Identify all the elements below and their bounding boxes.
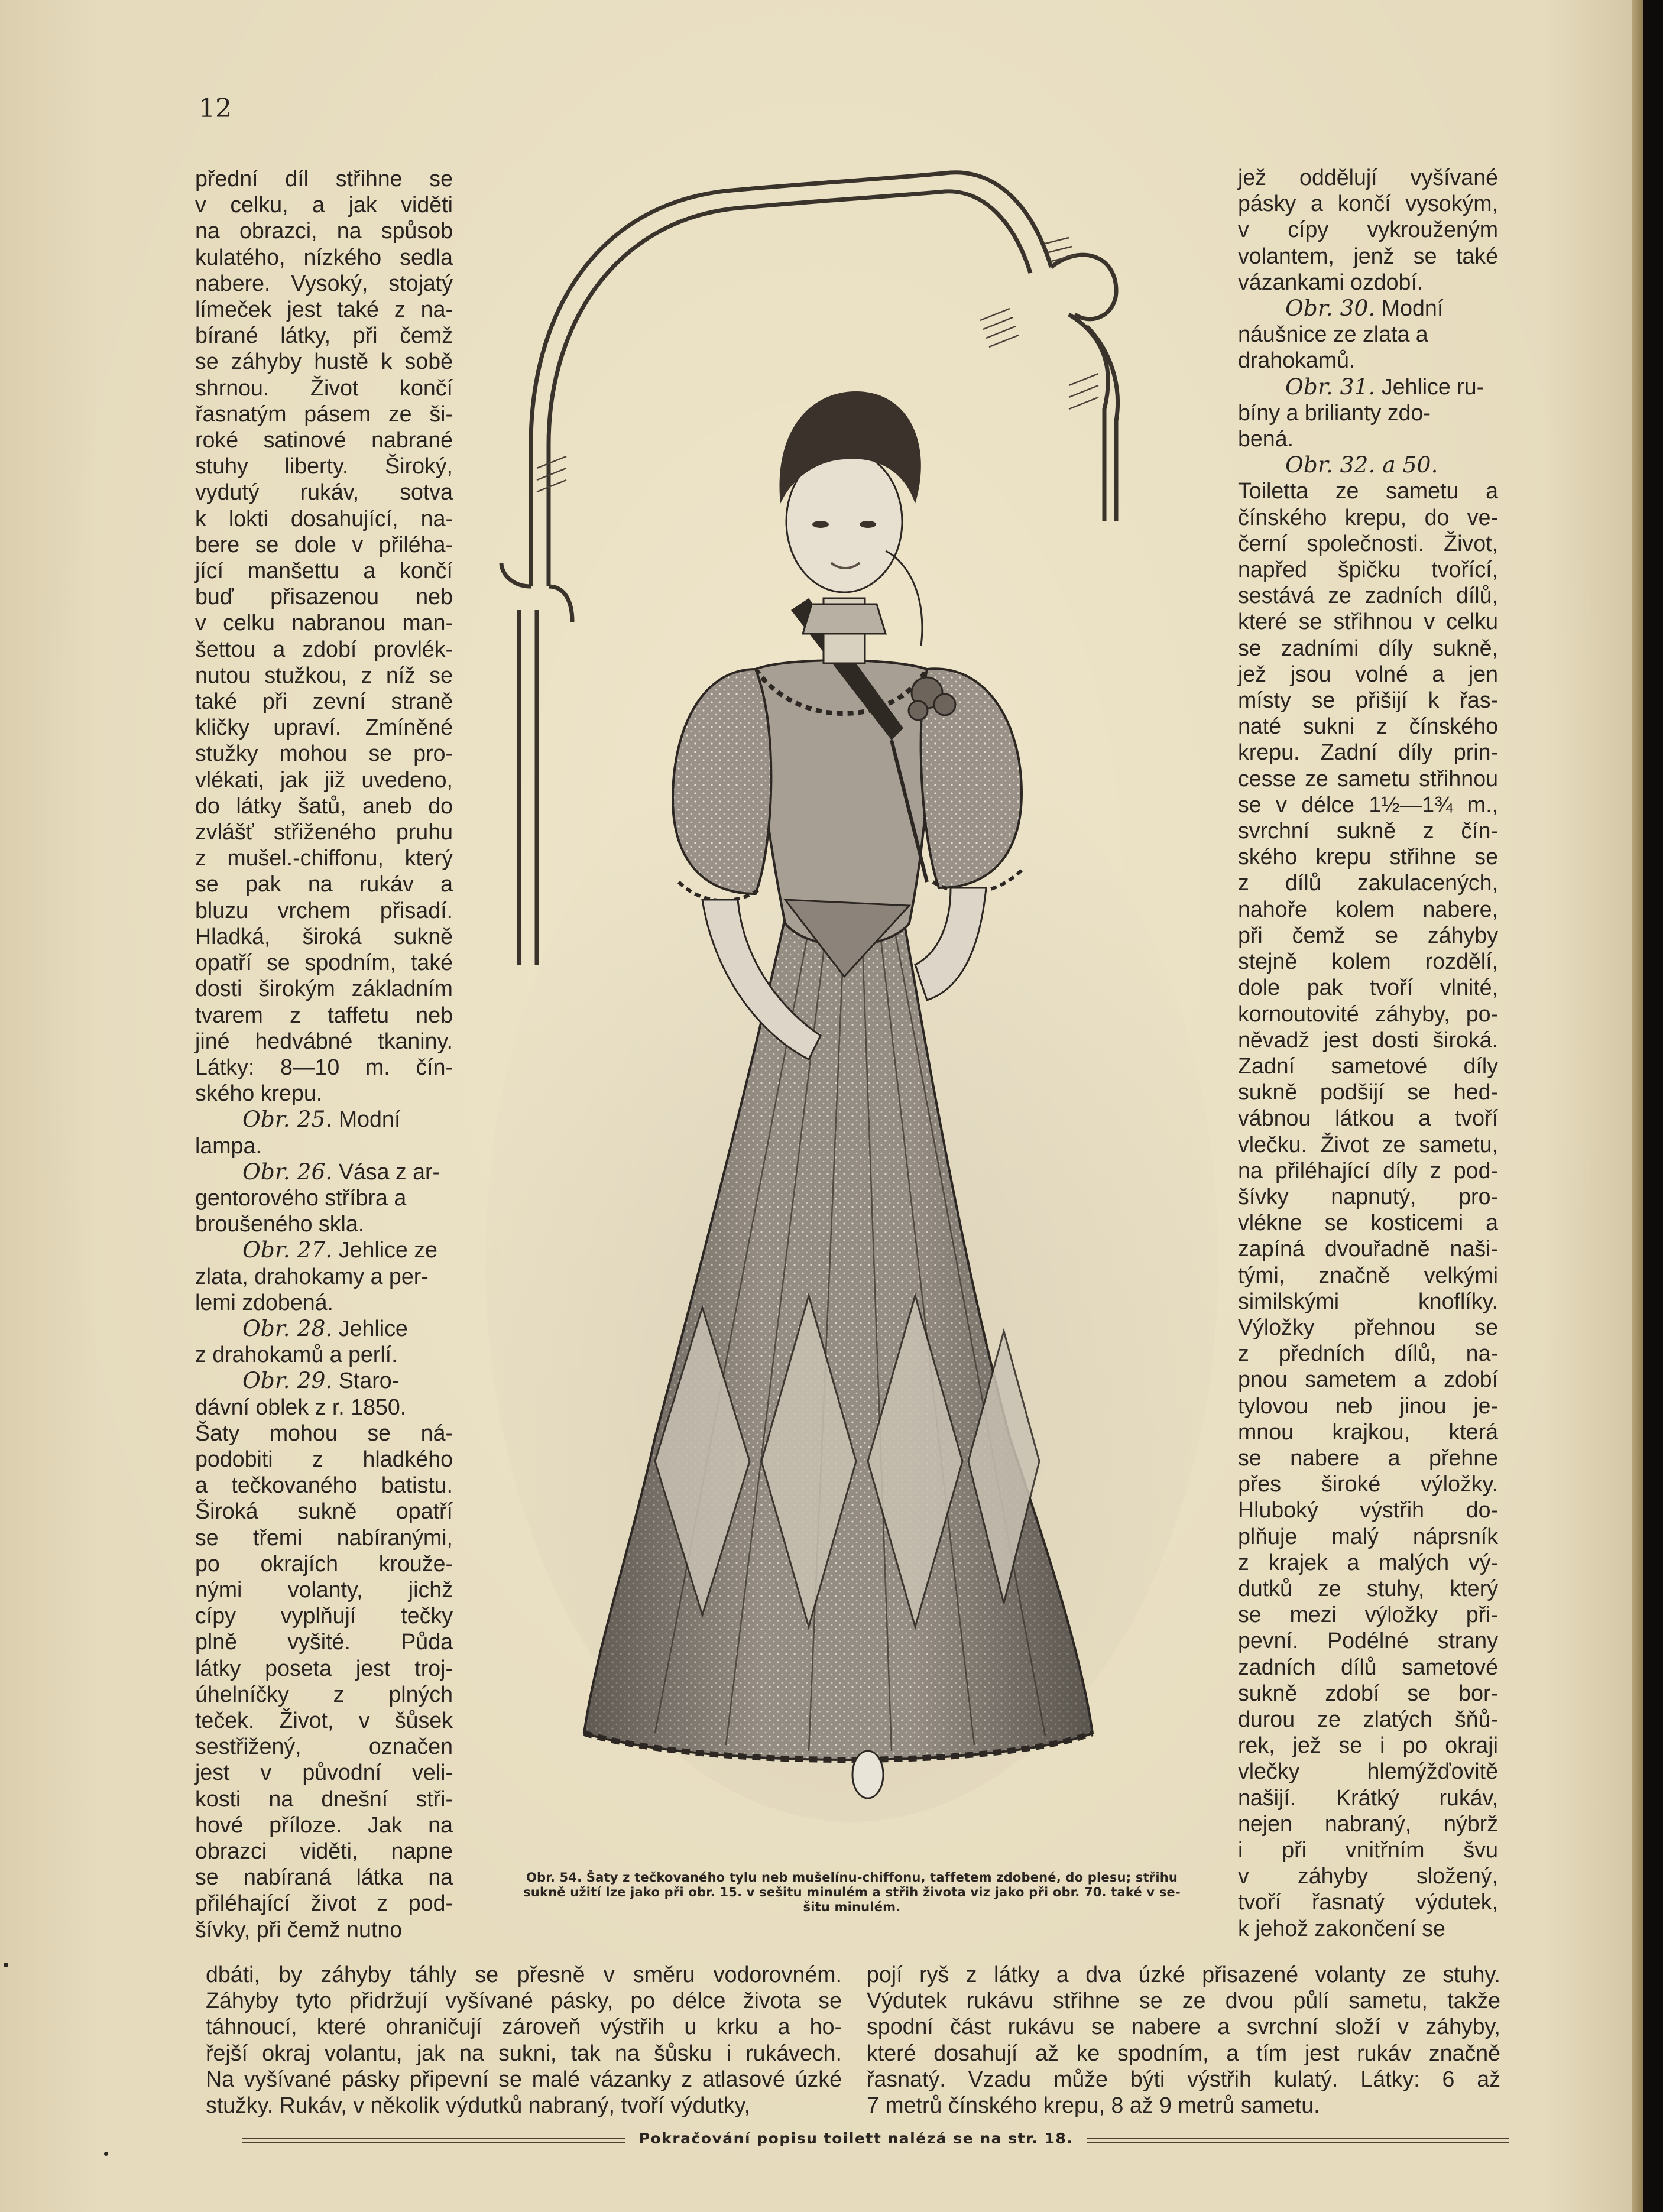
figure-ref-text: Staro- [338,1368,400,1393]
figure-ref-line [1238,452,1498,478]
figure-ref-label: Obr. 26. [242,1158,333,1185]
text-line: na přiléhající díly z pod- [1238,1157,1498,1183]
text-line: se nabíraná látka na [195,1864,453,1890]
text-line: z dílů zakulacených, [1238,870,1498,896]
text-line: hové příloze. Jak na [195,1812,453,1837]
figure-ref-text: Vása z ar- [338,1159,440,1184]
text-line: naté sukni z čínského [1238,713,1498,739]
text-line: Výdutek rukávu střihne se ze dvou půlí sametu, takže [867,1988,1500,2013]
text-line: úhelníčky z plných [195,1681,453,1707]
text-line: čínského krepu, do ve- [1238,504,1498,530]
text-line: shrnou. Život končí [195,375,453,400]
text-line: sukně zdobí se bor- [1238,1680,1498,1705]
text-line: durou ze zlatých šňů- [1238,1706,1498,1731]
text-line: pnou sametem a zdobí [1238,1367,1498,1392]
text-line: místy se přišijí k řas- [1238,687,1498,713]
figure-ref-text: drahokamů. [1238,348,1356,373]
text-line: plně vyšité. Půda [195,1629,453,1655]
text-line: podobiti z hladkého [195,1446,453,1471]
text-line: přední díl střihne se [195,166,453,191]
figure-ref-text: bíny a brilianty zdo- [1238,400,1431,425]
text-line: nutou stužkou, z níž se [195,662,453,687]
text-line: kulatého, nízkého sedla [195,244,453,270]
text-line: se mezi výložky při- [1238,1602,1498,1627]
text-line: Toiletta ze sametu a [1238,478,1498,504]
figure-ref-line [195,1367,453,1393]
text-line: se třemi nabíranými, [195,1525,453,1550]
figure-ref-text: Jehlice ze [338,1237,437,1263]
right-column-top [1238,164,1498,295]
text-line: také při zevní straně [195,689,453,714]
text-line: řejší okraj volantu, jak na sukni, tak na šůsku i rukávech. [206,2040,842,2065]
text-line: do látky šatů, aneb do [195,793,453,818]
text-line: a tečkovaného batistu. [195,1472,453,1498]
text-line: z mušel.-chiffonu, který [195,845,453,871]
text-line: stejně kolem rozdělí, [1238,949,1498,974]
figure-ref-text: bená. [1238,426,1294,452]
text-line: tylovou neb jinou je- [1238,1393,1498,1418]
right-column-figure-refs [1238,295,1498,478]
right-column-body [1238,478,1498,1941]
figure-ref-text: Jehlice [338,1315,408,1341]
figure-ref-label: Obr. 27. [242,1237,333,1263]
text-line: obrazci viděti, napne [195,1838,453,1863]
text-line: Na vyšívané pásky připevní se malé vázanky z atlasové úzké [206,2066,842,2091]
text-line: z předních dílů, na- [1238,1341,1498,1366]
text-line: opatří se spodním, také [195,950,453,975]
text-line: stuhy liberty. Široký, [195,453,453,479]
text-line: ského krepu střihne se [1238,844,1498,870]
text-line: Šaty mohou se ná- [195,1420,453,1445]
caption-line: Obr. 54. Šaty z tečkovaného tylu neb mušelínu-chiffonu, taffetem zdobené, do plesu; střihu [526,1870,1178,1885]
text-line: tvoří řasnatý výdutek, [1238,1889,1498,1915]
figure-caption [479,1870,1225,1915]
text-line: pásky a končí vysokým, [1238,191,1498,216]
figure-ref-label: Obr. 32. a 50. [1285,452,1438,478]
text-line: dole pak tvoří vlnité, [1238,975,1498,1000]
text-line: jiné hedvábné tkaniny. [195,1028,453,1053]
figure-ref-line [195,1159,453,1185]
text-line: Výložky přehnou se [1238,1314,1498,1339]
text-line: vydutý rukáv, sotva [195,479,453,505]
footer-rule-right [1087,2138,1509,2143]
text-line: k jehož zakončení se [1238,1915,1445,1941]
text-line: límeček jest také z na- [195,297,453,322]
text-line: jest v původní veli- [195,1760,453,1785]
text-line: bere se dole v přiléha- [195,531,453,557]
right-text-column [1238,164,1498,1941]
text-line: šívky napnutý, pro- [1238,1183,1498,1209]
text-line: tými, značně velkými [1238,1262,1498,1287]
text-line: nými volanty, jichž [195,1577,453,1602]
text-line: zapíná dvouřadně naši- [1238,1236,1498,1261]
text-line: nahoře kolem nabere, [1238,896,1498,922]
text-line: krepu. Zadní díly prin- [1238,740,1498,765]
figure-ref-label: Obr. 28. [242,1315,333,1341]
text-line: spodní část rukávu se nabere a svrchní složí v záhyby, [867,2014,1500,2039]
text-line: se záhyby hustě k sobě [195,349,453,374]
left-column-body [195,166,453,1106]
text-line: něvadž jest dosti široká. [1238,1027,1498,1052]
text-line: vlečku. Život ze sametu, [1238,1131,1498,1157]
figure-ref-text: lampa. [195,1133,262,1158]
text-line: dutků ze stuhy, který [1238,1575,1498,1601]
text-line: v záhyby složený, [1238,1863,1498,1889]
figure-ref-line [1238,374,1498,400]
text-line: stužky mohou se pro- [195,741,453,766]
text-line: Hladká, široká sukně [195,923,453,949]
bottom-left-text [206,1961,842,2118]
text-line: svrchní sukně z čín- [1238,818,1498,844]
text-line: řasnatý. Vzadu může býti výstřih kulatý. Látky: 6 až [867,2066,1500,2091]
text-line: přiléhající život z pod- [195,1890,453,1916]
text-line: se v délce 1½—1¾ m., [1238,792,1498,817]
text-line: které se střihnou v celku [1238,609,1498,634]
text-line: volantem, jenž se také [1238,243,1498,268]
text-line: zadních dílů sametové [1238,1654,1498,1679]
figure-ref-label: Obr. 31. [1285,373,1376,400]
text-line: Hluboký výstřih do- [1238,1497,1498,1523]
text-line: Záhyby tyto přidržují vyšívané pásky, po délce života se [206,1988,842,2013]
caption-line: sukně užití lze jako při obr. 15. v sešitu minulém a střih života viz jako při obr. 70. také v se- [523,1885,1181,1899]
text-line: které dosahují až ke spodním, a tím jest rukáv značně [867,2040,1500,2065]
paper-speck [104,2152,108,2156]
text-line: Látky: 8—10 m. čín- [195,1054,453,1079]
text-line: vábnou látkou a tvoří [1238,1105,1498,1131]
text-line: roké satinové nabrané [195,427,453,453]
text-line: látky poseta jest troj- [195,1655,453,1681]
text-line: 7 metrů čínského krepu, 8 až 9 metrů sametu. [867,2093,1320,2118]
text-line: mnou krajkou, která [1238,1419,1498,1444]
text-line: po okrajích krouže- [195,1551,453,1576]
text-line: plňuje malý náprsník [1238,1523,1498,1549]
footer-note: Pokračování popisu toilett nalézá se na str. 18. [638,2130,1074,2147]
text-line: nejen nabraný, nýbrž [1238,1811,1498,1836]
text-line: vlékati, jak již uvedeno, [195,767,453,792]
text-line: ského krepu. [195,1081,323,1106]
text-line: bluzu vrchem přisadí. [195,897,453,923]
text-line: černí společnosti. Život, [1238,530,1498,556]
text-line: k lokti dosahující, na- [195,505,453,531]
figure-ref-text: dávní oblek z r. 1850. [195,1394,407,1419]
text-line: sestává ze zadních dílů, [1238,583,1498,608]
text-line: vázankami ozdobí. [1238,269,1424,294]
text-line: vlečky hlemýžďovitě [1238,1759,1498,1784]
figure-ref-label: Obr. 25. [242,1106,333,1133]
text-line: nabere. Vysoký, stojatý [195,270,453,296]
text-line: přes široké výložky. [1238,1471,1498,1497]
text-line: Široká sukně opatří [195,1499,453,1524]
footer [242,2127,1509,2151]
text-line: cesse ze sametu střihnou [1238,766,1498,791]
figure-ref-text: zlata, drahokamy a per- [195,1263,429,1289]
page-edge [1632,0,1643,2212]
text-line: jež oddělují vyšívané [1238,165,1498,190]
figure-ref-text: lemi zdobená. [195,1289,333,1315]
text-line: kosti na dnešní stři- [195,1786,453,1811]
text-line: stužky. Rukáv, v několik výdutků nabraný, tvoří výdutky, [206,2093,751,2118]
text-line: kornoutovité záhyby, po- [1238,1001,1498,1026]
text-line: pevní. Podélné strany [1238,1628,1498,1653]
text-line: napřed špičku tvořící, [1238,557,1498,582]
text-line: rek, jež se i po okraji [1238,1733,1498,1758]
text-line: v celku, a jak viděti [195,192,453,218]
figure-ref-line [195,1237,453,1263]
text-line: vlékne se kosticemi a [1238,1210,1498,1235]
text-line: se nabere a přehne [1238,1445,1498,1470]
figure-ref-text: Jehlice ru- [1381,374,1484,399]
dress-illustration [478,137,1226,1911]
text-line: similskými knoflíky. [1238,1288,1498,1313]
text-line: v celku nabranou man- [195,610,453,635]
paper-speck [4,1963,8,1967]
page-number: 12 [199,93,232,124]
left-column-continuation [195,1420,453,1942]
text-line: se zadními díly sukně, [1238,635,1498,660]
text-line: dosti širokým základním [195,976,453,1001]
bottom-right-text [867,1961,1500,2118]
text-line: při čemž se záhyby [1238,922,1498,948]
text-line: na obrazci, na spůsob [195,218,453,244]
text-line: bírané látky, při čemž [195,323,453,348]
caption-line: šitu minulém. [803,1900,901,1914]
figure-ref-text: gentorového stříbra a [195,1185,407,1210]
figure-ref-line [195,1106,453,1132]
text-line: tvarem z taffetu neb [195,1002,453,1027]
footer-rule-left [242,2138,625,2143]
text-line: táhnoucí, které ohraničují zároveň výstřih u krku a ho- [206,2014,842,2039]
text-line: teček. Život, v šůsek [195,1707,453,1733]
text-line: se pak na rukáv a [195,871,453,897]
figure-ref-line [195,1315,453,1341]
text-line: sukně podšijí se hed- [1238,1079,1498,1105]
text-line: z krajek a malých vý- [1238,1549,1498,1575]
text-line: jící manšettu a končí [195,558,453,583]
text-line: v cípy vykrouženým [1238,217,1498,242]
text-line: Zadní sametové díly [1238,1053,1498,1078]
text-line: buď přisazenou neb [195,584,453,609]
text-line: šívky, při čemž nutno [195,1916,403,1942]
figure-ref-line [1238,295,1498,321]
text-line: sestřižený, označen [195,1734,453,1759]
figure-ref-text: Modní [1381,296,1444,321]
text-line: i při vnitřním švu [1238,1837,1498,1862]
figure-ref-text: náušnice ze zlata a [1238,322,1428,347]
figure-ref-text: z drahokamů a perlí. [195,1342,398,1367]
text-line: cípy vyplňují tečky [195,1603,453,1629]
figure-ref-label: Obr. 30. [1285,295,1376,322]
text-line: řasnatým pásem ze ši- [195,401,453,426]
figure-ref-label: Obr. 29. [242,1367,333,1394]
left-column-figure-refs [195,1106,453,1419]
text-line: zvlášť střiženého pruhu [195,819,453,845]
text-line: kličky upraví. Zmíněné [195,715,453,740]
text-line: našijí. Krátký rukáv, [1238,1785,1498,1810]
left-text-column [195,166,453,1942]
text-line: dbáti, by záhyby táhly se přesně v směru vodorovném. [206,1962,842,1987]
text-line: jež jsou volné a jen [1238,661,1498,686]
text-line: pojí ryš z látky a dva úzké přisazené volanty ze stuhy. [867,1962,1500,1987]
figure-ref-text: Modní [338,1107,401,1132]
text-line: šettou a zdobí provlék- [195,636,453,661]
figure-ref-text: broušeného skla. [195,1211,365,1237]
